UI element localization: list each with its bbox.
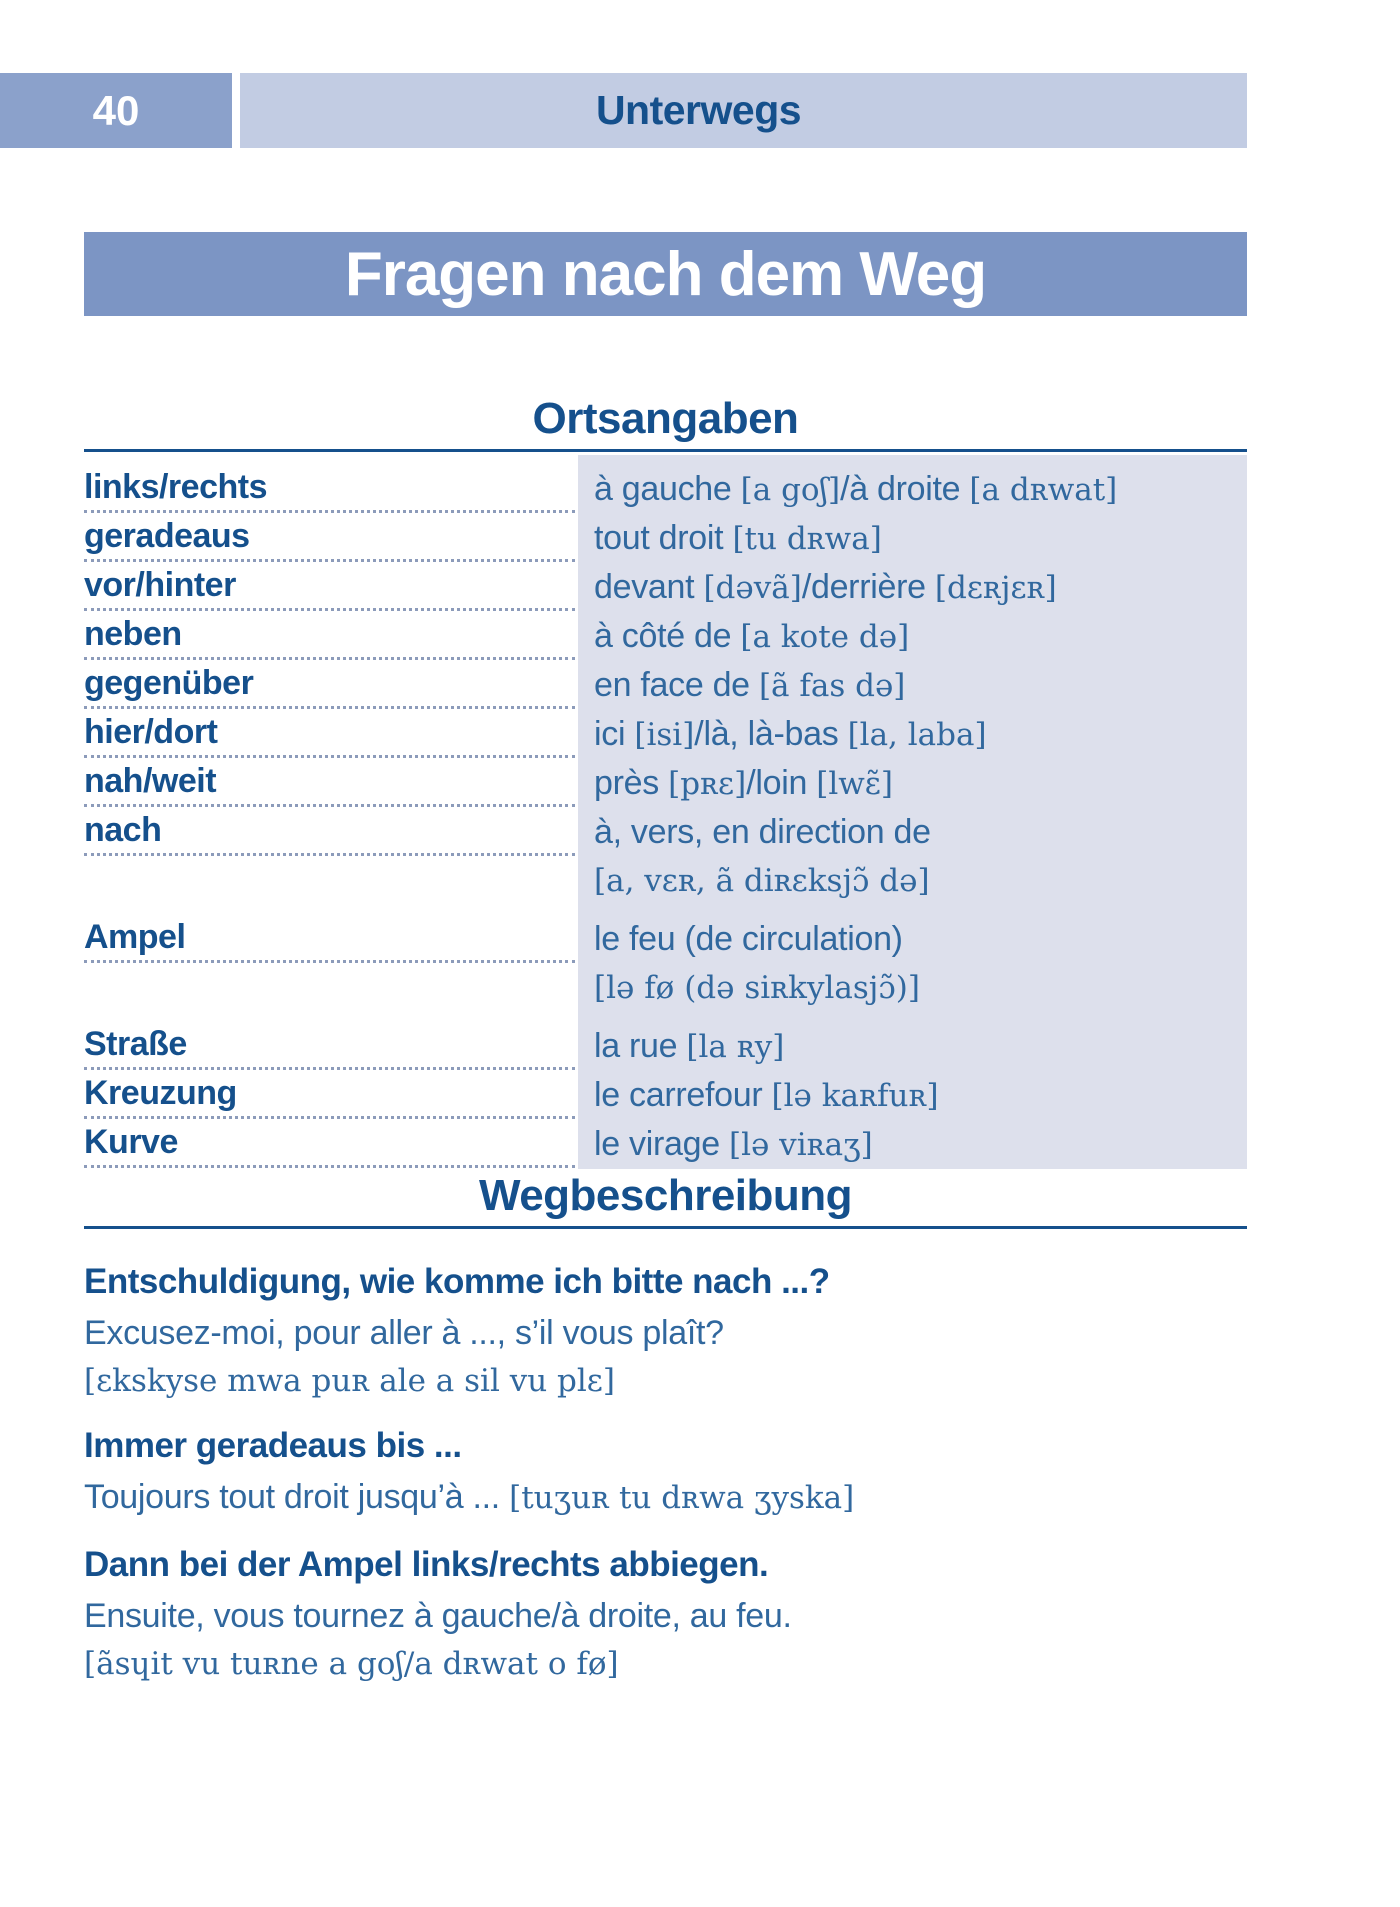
french-line (594, 710, 1247, 759)
phonetic-transcription: [tuʒuʀ tu dʀwa ʒyska] (509, 1480, 855, 1516)
vocab-row (84, 514, 1247, 563)
french-translation (575, 1071, 1247, 1120)
french-translation (575, 661, 1247, 710)
french-text: ici (594, 715, 635, 753)
phonetic-transcription: [ɛkskyse mwa puʀ ale a sil vu plɛ] (84, 1363, 615, 1399)
french-line (594, 661, 1247, 710)
vocab-row (84, 759, 1247, 808)
header-gap (232, 73, 240, 148)
french-line (594, 465, 1247, 514)
french-line (594, 915, 1247, 963)
french-line (594, 1120, 1247, 1169)
german-term: gegenüber (84, 661, 575, 709)
french-text: la rue (594, 1027, 687, 1065)
vocab-row (84, 612, 1247, 661)
french-text: le feu (de circulation) (594, 920, 903, 958)
german-term: nah/weit (84, 759, 575, 807)
french-text: /à droite (840, 470, 970, 508)
french-translation (575, 612, 1247, 661)
french-text: /derrière (801, 568, 935, 606)
chapter-title: Unterwegs (240, 73, 1247, 148)
french-text: Excusez-moi, pour aller à ..., s’il vous plaît? (84, 1314, 724, 1352)
phonetic-transcription: [dɛʀjɛʀ] (934, 570, 1057, 606)
french-text: tout droit (594, 519, 733, 557)
vocab-row (84, 1071, 1247, 1120)
french-text: /loin (746, 764, 817, 802)
german-phrase: Immer geradeaus bis ... (84, 1426, 462, 1465)
phonetic-transcription: [lwɛ̃] (816, 766, 893, 802)
french-translation (575, 1120, 1247, 1169)
vocab-row (84, 563, 1247, 612)
phonetic-transcription: [lə viʀaʒ] (728, 1127, 873, 1163)
vocab-row (84, 915, 1247, 1012)
french-text: le carrefour (594, 1076, 772, 1114)
section-heading-wegbeschreibung: Wegbeschreibung (84, 1173, 1247, 1229)
french-translation (575, 1022, 1247, 1071)
french-text: en face de (594, 666, 759, 704)
phonetic-transcription: [la, laba] (847, 717, 987, 753)
german-phrase: Entschuldigung, wie komme ich bitte nach ...? (84, 1262, 830, 1301)
phonetic-transcription: [a goʃ] (740, 472, 841, 508)
german-term: vor/hinter (84, 563, 575, 611)
phrase-list (84, 1248, 1247, 1703)
phonetic-transcription: [lə fø (də siʀkylasjɔ̃)] (594, 970, 920, 1006)
phonetic-transcription: [a dʀwat] (969, 472, 1118, 508)
french-line (594, 856, 1247, 905)
phonetic-transcription: [tu dʀwa] (732, 521, 882, 557)
french-line (594, 963, 1247, 1012)
french-phrase (84, 1472, 1247, 1523)
section-heading-ortsangaben: Ortsangaben (84, 396, 1247, 452)
german-term: Ampel (84, 915, 575, 963)
phrase-block (84, 1256, 1247, 1404)
phonetic-transcription: [pʀɛ] (668, 766, 747, 802)
phonetic-transcription: [la ʀy] (686, 1029, 785, 1065)
french-line (594, 514, 1247, 563)
phonetic-transcription: [ãsɥit vu tuʀne a goʃ/a dʀwat o fø] (84, 1646, 619, 1682)
french-translation (575, 563, 1247, 612)
french-text: à gauche (594, 470, 741, 508)
french-line (594, 808, 1247, 856)
french-phrase (84, 1308, 1247, 1358)
vocab-row (84, 1022, 1247, 1071)
page-header (0, 73, 1247, 148)
german-term: hier/dort (84, 710, 575, 758)
french-text: devant (594, 568, 704, 606)
french-text: à côté de (594, 617, 741, 655)
page-number: 40 (0, 73, 232, 148)
french-text: Ensuite, vous tournez à gauche/à droite, au feu. (84, 1597, 792, 1635)
german-term: Straße (84, 1022, 575, 1070)
phonetic-transcription: [a, vɛʀ, ã diʀɛksjɔ̃ də] (594, 863, 930, 899)
french-translation (575, 915, 1247, 1012)
phrase-block (84, 1420, 1247, 1523)
german-term: nach (84, 808, 575, 856)
phrase-block (84, 1539, 1247, 1687)
page-title-banner: Fragen nach dem Weg (84, 232, 1247, 316)
french-line (594, 759, 1247, 808)
french-text: à, vers, en direction de (594, 813, 931, 851)
french-line (594, 1022, 1247, 1071)
french-translation (575, 514, 1247, 563)
french-line (594, 563, 1247, 612)
french-text: près (594, 764, 669, 802)
phonetic-transcription: [isi] (634, 717, 695, 753)
vocab-row (84, 808, 1247, 905)
phonetic-transcription: [dəvã] (703, 570, 802, 606)
french-phrase (84, 1591, 1247, 1641)
french-line (594, 612, 1247, 661)
french-translation (575, 465, 1247, 514)
phonetic-transcription: [ã fas də] (758, 668, 906, 704)
french-text: le virage (594, 1125, 729, 1163)
vocab-table (84, 455, 1247, 1169)
phonetic-phrase (84, 1641, 1247, 1687)
french-translation (575, 808, 1247, 905)
german-term: geradeaus (84, 514, 575, 562)
german-term: Kurve (84, 1120, 575, 1168)
phonetic-transcription: [a kote də] (740, 619, 910, 655)
french-translation (575, 759, 1247, 808)
french-text: /là, là-bas (694, 715, 848, 753)
vocab-row (84, 661, 1247, 710)
german-phrase: Dann bei der Ampel links/rechts abbiegen. (84, 1545, 769, 1584)
vocab-row (84, 1120, 1247, 1169)
vocab-row (84, 465, 1247, 514)
vocab-row (84, 710, 1247, 759)
german-term: Kreuzung (84, 1071, 575, 1119)
french-text: Toujours tout droit jusqu’à ... (84, 1478, 510, 1516)
phonetic-phrase (84, 1358, 1247, 1404)
french-line (594, 1071, 1247, 1120)
french-translation (575, 710, 1247, 759)
german-term: links/rechts (84, 465, 575, 513)
german-term: neben (84, 612, 575, 660)
phonetic-transcription: [lə kaʀfuʀ] (771, 1078, 939, 1114)
